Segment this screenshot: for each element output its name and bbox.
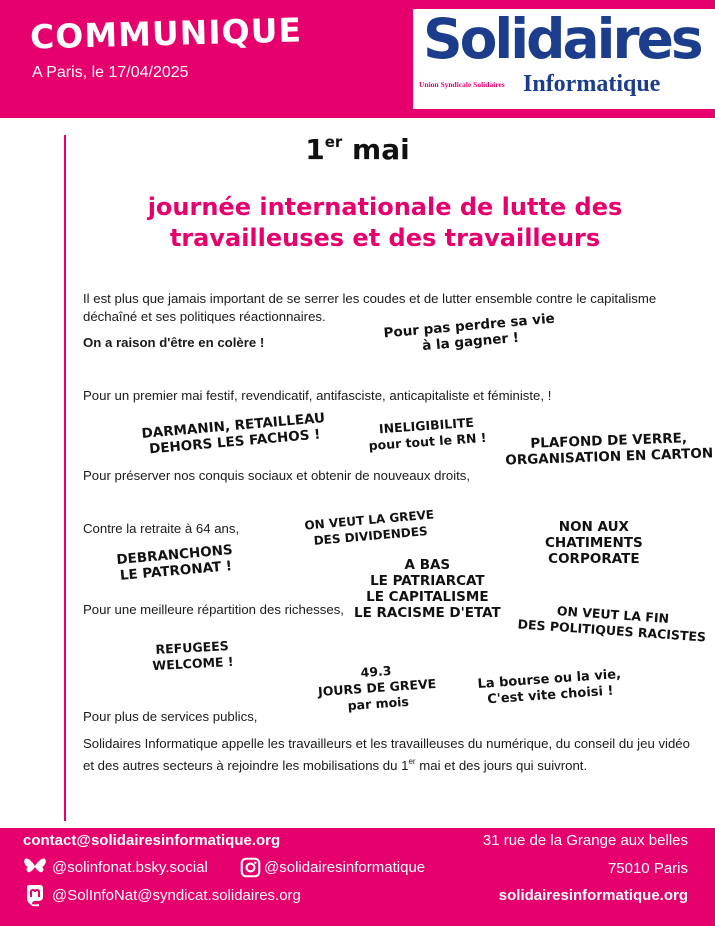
- call-text-b: mai et des jours qui suivront.: [415, 758, 588, 773]
- paragraph-call: [83, 735, 698, 775]
- slogan-glass-ceiling: PLAFOND DE VERRE, ORGANISATION EN CARTON: [505, 430, 714, 469]
- paragraph-public-services: Pour plus de services publics,: [83, 709, 258, 724]
- paragraph-anger: On a raison d'être en colère !: [83, 335, 265, 350]
- instagram-icon: [240, 857, 261, 878]
- bluesky-handle[interactable]: @solinfonat.bsky.social: [52, 859, 208, 876]
- call-text-a: Solidaires Informatique appelle les travailleurs et les travailleuses du numérique, du conseil du jeu vidéo et des autres secteurs à rejoindre les mobilisations du 1: [83, 736, 690, 773]
- logo-union-label: Union Syndicale Solidaires: [419, 80, 505, 89]
- logo-wordmark: Solidaires: [423, 7, 701, 71]
- main-heading: [0, 133, 715, 166]
- paragraph-retirement: Contre la retraite à 64 ans,: [83, 521, 240, 536]
- subheading: [120, 192, 650, 254]
- mastodon-handle[interactable]: @SolInfoNat@syndicat.solidaires.org: [52, 887, 301, 904]
- call-sup: er: [408, 757, 416, 766]
- contact-email-link[interactable]: contact@solidairesinformatique.org: [23, 832, 281, 849]
- heading-sup: er: [324, 133, 343, 151]
- slogan-life: Pour pas perdre sa vie à la gagner !: [382, 310, 556, 355]
- slogan-corporate: NON AUX CHATIMENTS CORPORATE: [545, 519, 643, 567]
- slogan-dividends: ON VEUT LA GREVE DES DIVIDENDES: [303, 507, 435, 548]
- address-city: 75010 Paris: [607, 860, 688, 877]
- slogan-strike-days: 49.3 JOURS DE GREVE par mois: [317, 662, 437, 714]
- solidaires-logo: [413, 9, 715, 109]
- instagram-handle[interactable]: @solidairesinformatique: [264, 859, 426, 876]
- slogan-darmanin: DARMANIN, RETAILLEAU DEHORS LES FACHOS !: [140, 410, 326, 458]
- mastodon-icon: [23, 883, 47, 907]
- paragraph-intro: Il est plus que jamais important de se serrer les coudes et de lutter ensemble contre le capitalisme déchaîné et ses politiques réactionnaires.: [83, 291, 657, 324]
- paragraph-rights: Pour préserver nos conquis sociaux et obtenir de nouveaux droits,: [83, 468, 471, 483]
- slogan-unplug: DEBRANCHONS LE PATRONAT !: [115, 541, 234, 584]
- communique-date: A Paris, le 17/04/2025: [32, 64, 189, 81]
- slogan-patriarchy: A BAS LE PATRIARCAT LE CAPITALISME LE RACISME D'ETAT: [354, 557, 501, 621]
- left-divider: [64, 135, 66, 821]
- logo-informatique: Informatique: [523, 71, 661, 97]
- paragraph-festive: Pour un premier mai festif, revendicatif, antifasciste, anticapitaliste et féministe, !: [83, 388, 552, 403]
- paragraph-wealth: Pour une meilleure répartition des richesses,: [83, 602, 344, 617]
- subheading-line1: journée internationale de lutte des: [147, 193, 623, 221]
- heading-word: mai: [342, 133, 410, 166]
- slogan-refugees: REFUGEES WELCOME !: [152, 638, 234, 674]
- website-link[interactable]: solidairesinformatique.org: [498, 887, 688, 904]
- slogan-rn: INELIGIBILITE pour tout le RN !: [368, 414, 487, 454]
- slogan-racism: ON VEUT LA FIN DES POLITIQUES RACISTES: [517, 603, 707, 645]
- slogan-stock-market: La bourse ou la vie, C'est vite choisi !: [477, 667, 622, 708]
- butterfly-icon: [23, 855, 47, 879]
- address-street: 31 rue de la Grange aux belles: [482, 832, 688, 849]
- footer-banner: [0, 828, 715, 926]
- header-banner: [0, 0, 715, 118]
- subheading-line2: travailleuses et des travailleurs: [169, 224, 601, 252]
- communique-title: COMMUNIQUE: [29, 10, 303, 57]
- heading-number: 1: [305, 133, 325, 166]
